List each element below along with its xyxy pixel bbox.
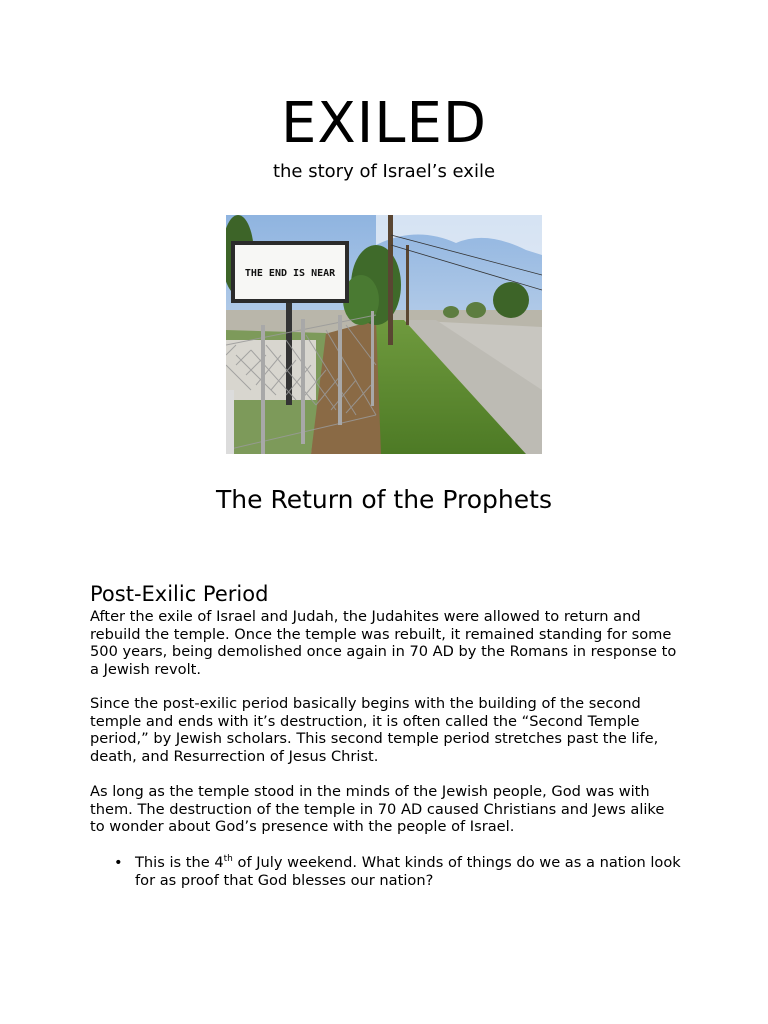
paragraph-1: After the exile of Israel and Judah, the Judahites were allowed to return and rebuild the temple. Once the temple was rebuilt, it remained standing for some 500 years, being demolished once again in 70 AD by the Romans in response to a Jewish revolt. [90,608,677,678]
ordinal-suffix: th [223,854,233,865]
bullet-icon: • [114,854,123,871]
document-title: EXILED [281,91,487,156]
bullet-text-end: of July weekend. What kinds of things do we as a nation look for as proof that God blesses our nation? [135,854,681,889]
list-item [90,854,690,889]
bullet-text-start: This is the 4 [135,854,224,871]
sign-text: THE END IS NEAR [244,268,336,279]
paragraph-2: Since the post-exilic period basically begins with the building of the second temple and ends with it’s destruction, it is often called the “Second Temple period,” by Jewish scholars. This second temple period stretches past the life, death, and Resurrection of Jesus Christ. [90,695,659,765]
document-subtitle: the story of Israel’s exile [272,161,496,182]
photo-end-is-near-sign [226,215,542,454]
section-title: The Return of the Prophets [216,485,552,514]
discussion-bullet-list [90,854,690,889]
post-exilic-heading: Post-Exilic Period [90,582,269,606]
paragraph-3: As long as the temple stood in the minds of the Jewish people, God was with them. The destruction of the temple in 70 AD caused Christians and Jews alike to wonder about God’s presence with the people of Israel. [90,783,665,836]
